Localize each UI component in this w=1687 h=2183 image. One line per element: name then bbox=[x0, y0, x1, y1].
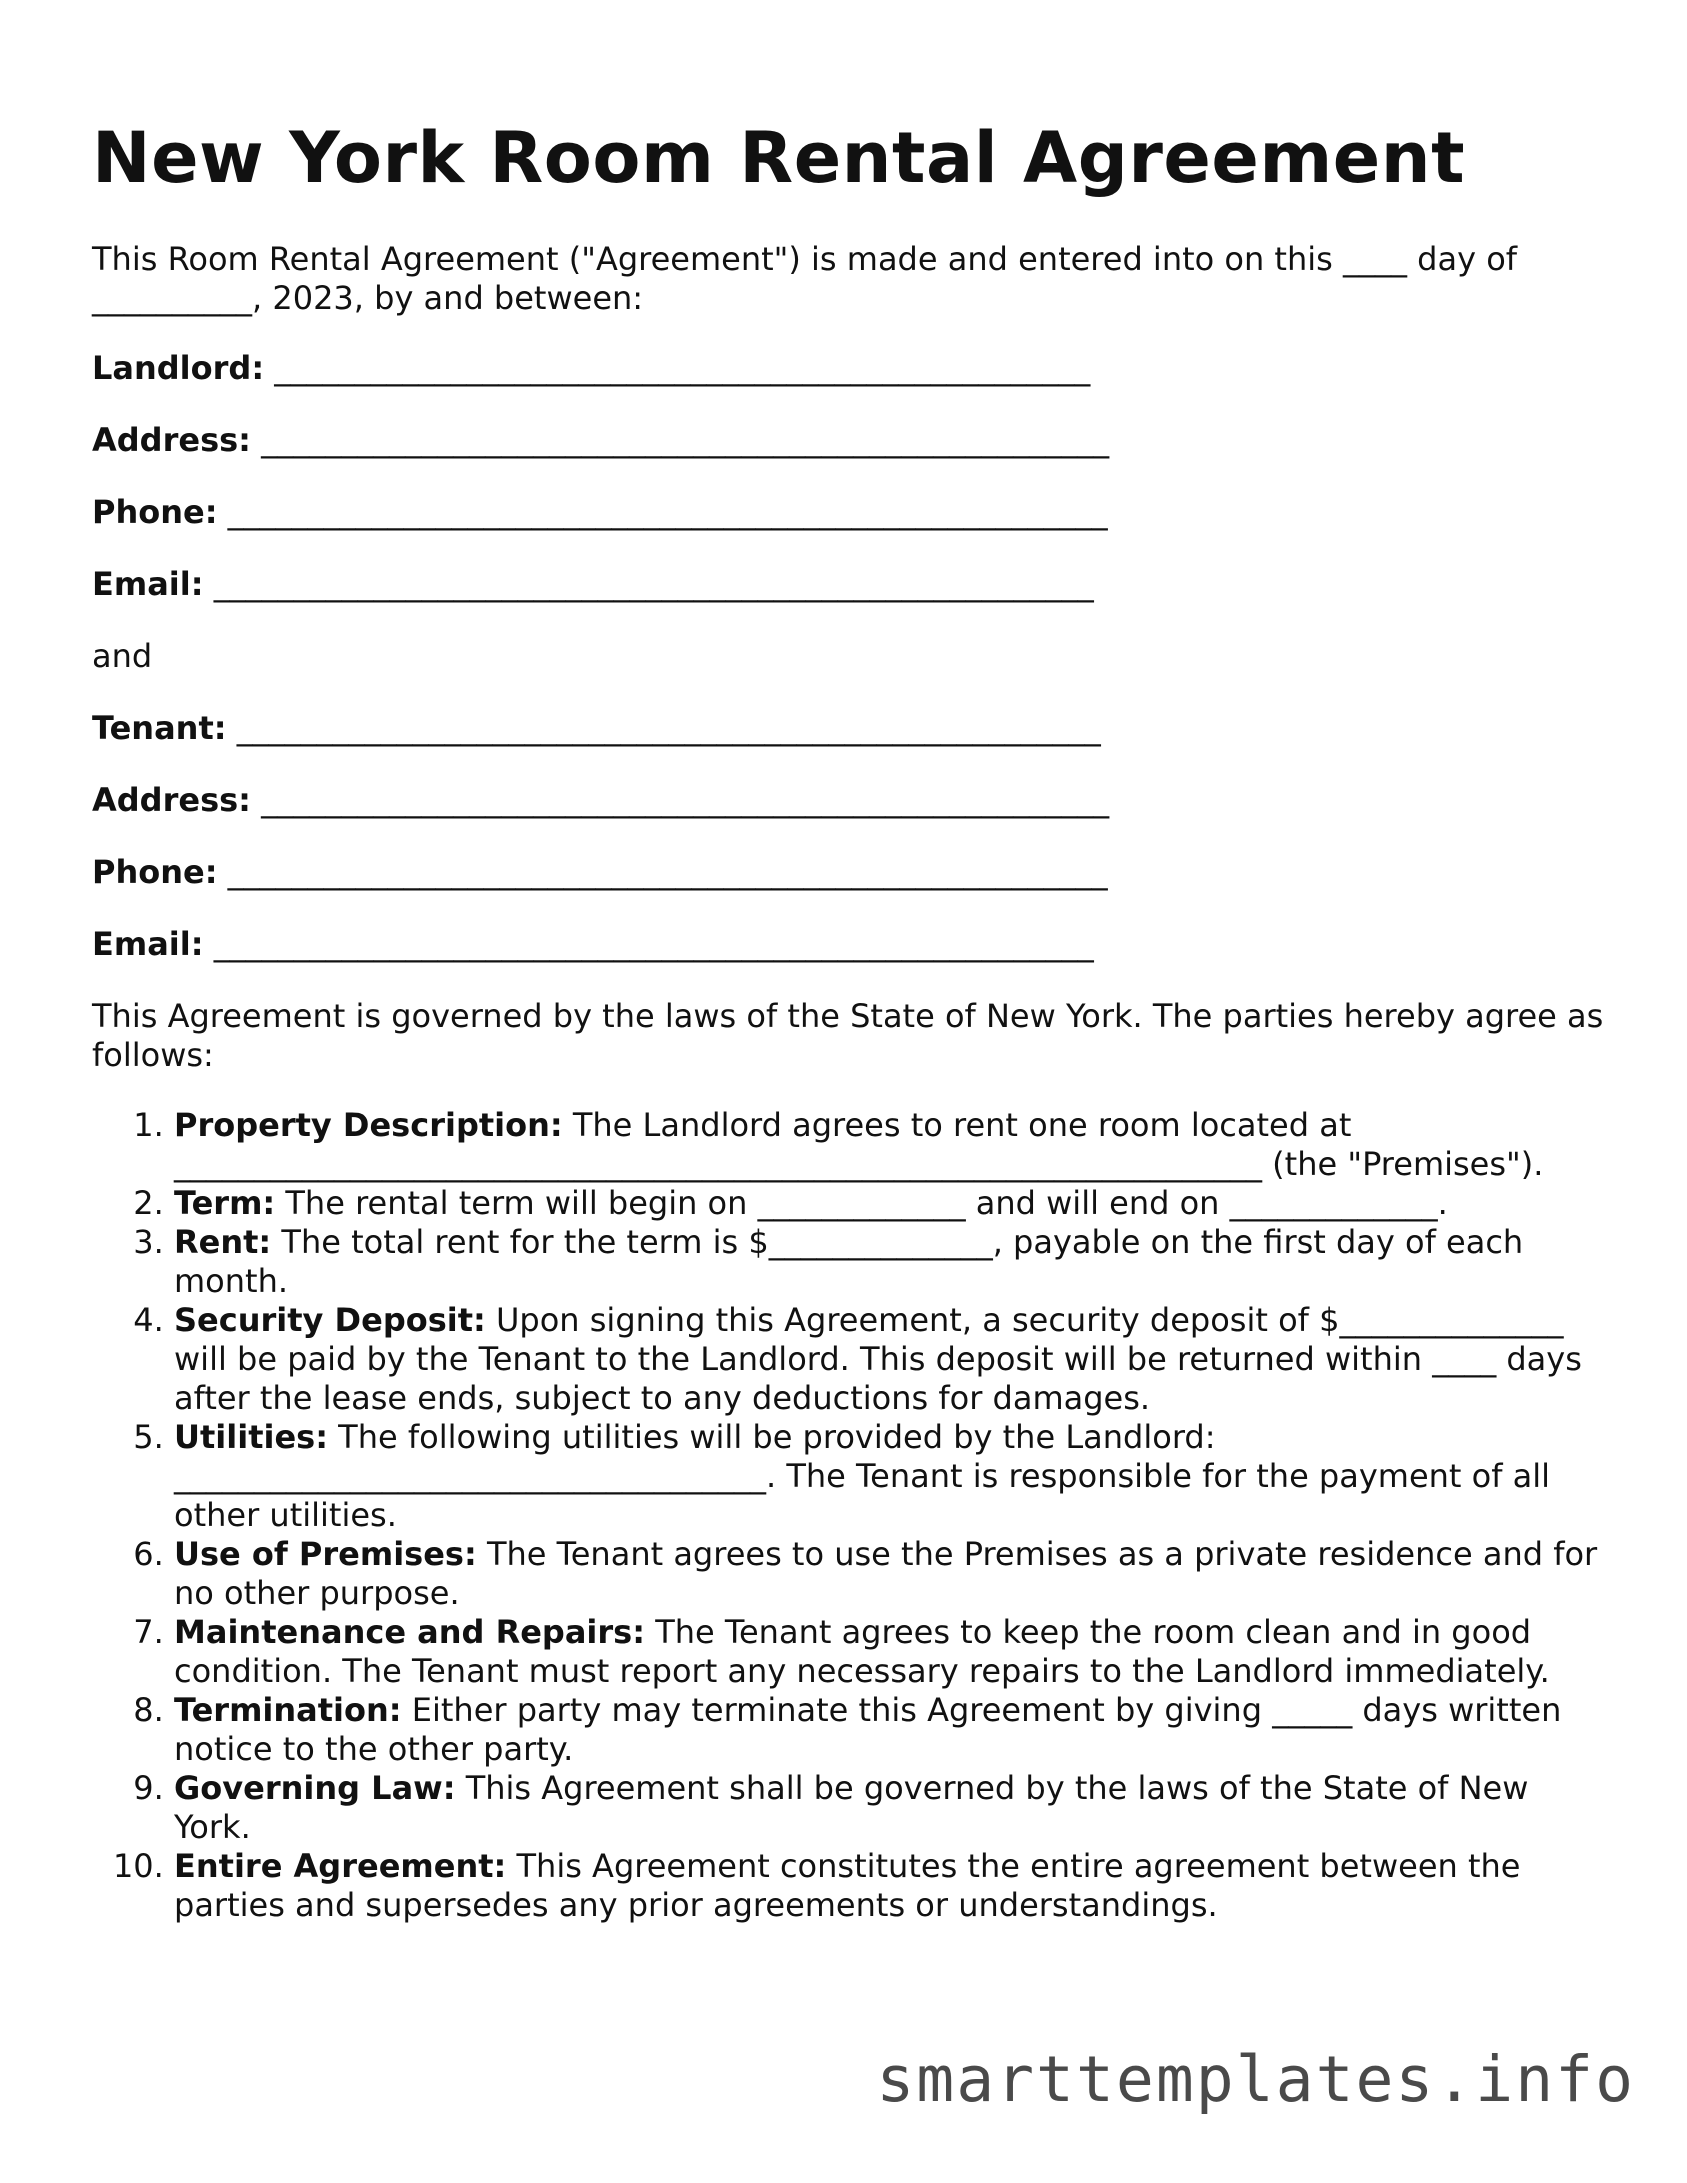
tenant-phone-field bbox=[92, 853, 1612, 892]
field-label: Phone: bbox=[92, 493, 218, 531]
field-blank: _____________________________________________________ bbox=[261, 421, 1110, 459]
clause-item bbox=[174, 1613, 1612, 1691]
clause-heading: Governing Law: bbox=[174, 1769, 456, 1807]
field-label: Address: bbox=[92, 781, 251, 819]
clause-item bbox=[174, 1847, 1612, 1925]
field-label: Address: bbox=[92, 421, 251, 459]
field-label: Email: bbox=[92, 925, 204, 963]
landlord-phone-field bbox=[92, 493, 1612, 532]
clause-text: The Tenant agrees to use the Premises as a private residence and for no other purpose. bbox=[174, 1535, 1598, 1612]
tenant-address-field bbox=[92, 781, 1612, 820]
field-blank: _______________________________________________________ bbox=[227, 493, 1108, 531]
clause-heading: Term: bbox=[174, 1184, 276, 1222]
field-label: Email: bbox=[92, 565, 204, 603]
and-separator: and bbox=[92, 637, 153, 675]
clause-text: The rental term will begin on _____________ and will end on _____________. bbox=[285, 1184, 1448, 1222]
field-label: Tenant: bbox=[92, 709, 227, 747]
clause-heading: Utilities: bbox=[174, 1418, 328, 1456]
clause-text: This Agreement constitutes the entire agreement between the parties and supersedes any prior agreements or understandings. bbox=[174, 1847, 1521, 1924]
clause-item bbox=[174, 1223, 1612, 1301]
landlord-address-field bbox=[92, 421, 1612, 460]
clause-heading: Entire Agreement: bbox=[174, 1847, 507, 1885]
clause-item bbox=[174, 1301, 1612, 1418]
field-blank: _______________________________________________________ bbox=[227, 853, 1108, 891]
clause-heading: Rent: bbox=[174, 1223, 272, 1261]
document-page bbox=[92, 110, 1612, 1925]
clause-text: Either party may terminate this Agreement by giving _____ days written notice to the other party. bbox=[174, 1691, 1562, 1768]
watermark-text: smarttemplates.info bbox=[876, 2043, 1635, 2116]
clause-text: The Tenant agrees to keep the room clean and in good condition. The Tenant must report any necessary repairs to the Landlord immediately. bbox=[174, 1613, 1550, 1690]
clause-text: This Agreement shall be governed by the laws of the State of New York. bbox=[174, 1769, 1529, 1846]
clause-item bbox=[174, 1691, 1612, 1769]
clause-heading: Use of Premises: bbox=[174, 1535, 477, 1573]
landlord-name-field bbox=[92, 349, 1612, 388]
clause-text: The following utilities will be provided by the Landlord: _____________________________________. The Tenant is responsible for the payment of all other utilities. bbox=[174, 1418, 1551, 1534]
tenant-section bbox=[92, 709, 1612, 964]
intro-paragraph: This Room Rental Agreement ("Agreement") is made and entered into on this ____ day of __________, 2023, by and between: bbox=[92, 240, 1518, 317]
clause-heading: Maintenance and Repairs: bbox=[174, 1613, 646, 1651]
landlord-section bbox=[92, 349, 1612, 604]
clause-heading: Property Description: bbox=[174, 1106, 563, 1144]
clause-list bbox=[92, 1106, 1612, 1925]
field-label: Phone: bbox=[92, 853, 218, 891]
governing-intro: This Agreement is governed by the laws of the State of New York. The parties hereby agree as follows: bbox=[92, 997, 1604, 1074]
clause-item bbox=[174, 1418, 1612, 1535]
clause-item bbox=[174, 1184, 1612, 1223]
document-title: New York Room Rental Agreement bbox=[92, 117, 1466, 199]
tenant-email-field bbox=[92, 925, 1612, 964]
field-label: Landlord: bbox=[92, 349, 265, 387]
clause-item bbox=[174, 1769, 1612, 1847]
clause-item bbox=[174, 1106, 1612, 1184]
clause-text: Upon signing this Agreement, a security deposit of $______________ will be paid by the Tenant to the Landlord. This deposit will be returned within ____ days after the lease ends, subject to any deductions for damages. bbox=[174, 1301, 1582, 1417]
clause-item bbox=[174, 1535, 1612, 1613]
landlord-email-field bbox=[92, 565, 1612, 604]
field-blank: _______________________________________________________ bbox=[213, 925, 1094, 963]
clause-heading: Termination: bbox=[174, 1691, 402, 1729]
field-blank: ______________________________________________________ bbox=[236, 709, 1101, 747]
field-blank: _____________________________________________________ bbox=[261, 781, 1110, 819]
tenant-name-field bbox=[92, 709, 1612, 748]
clause-text: The Landlord agrees to rent one room located at ____________________________________________________________________ (the "Premises"). bbox=[174, 1106, 1544, 1183]
field-blank: ___________________________________________________ bbox=[274, 349, 1091, 387]
field-blank: _______________________________________________________ bbox=[213, 565, 1094, 603]
clause-heading: Security Deposit: bbox=[174, 1301, 486, 1339]
clause-text: The total rent for the term is $______________, payable on the first day of each month. bbox=[174, 1223, 1524, 1300]
